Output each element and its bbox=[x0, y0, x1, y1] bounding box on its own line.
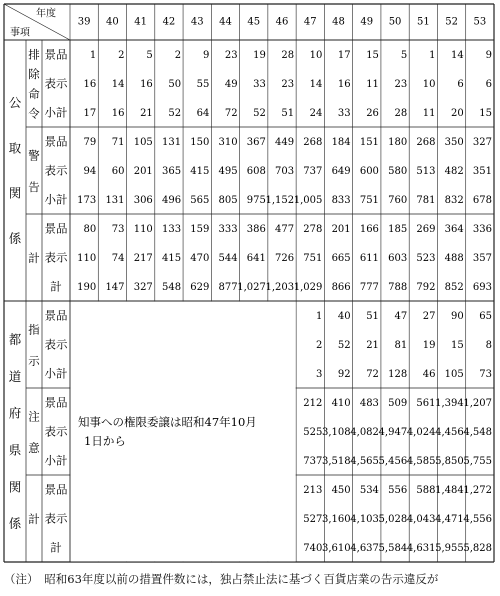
year-header: 53 bbox=[473, 16, 487, 28]
table-cell: 72 bbox=[224, 108, 238, 119]
table-cell: 527 bbox=[303, 514, 323, 525]
table-cell: 4,631 bbox=[406, 543, 436, 554]
table-cell: 852 bbox=[444, 282, 464, 293]
table-cell: 788 bbox=[388, 282, 408, 293]
table-cell: 49 bbox=[224, 79, 238, 90]
table-cell: 4,548 bbox=[463, 427, 492, 438]
table-cell: 877 bbox=[218, 282, 238, 293]
table-cell: 751 bbox=[303, 253, 323, 264]
table-cell: 1,272 bbox=[463, 485, 492, 496]
table-cell: 9 bbox=[485, 50, 492, 61]
table-cell: 50 bbox=[168, 79, 182, 90]
row-label-shoukei: 小計 bbox=[44, 105, 68, 120]
table-cell: 10 bbox=[309, 50, 323, 61]
table-cell: 4,585 bbox=[406, 456, 436, 467]
table-cell: 2 bbox=[174, 50, 182, 61]
table-cell: 28 bbox=[281, 50, 295, 61]
delegation-note-line1: 知事への権限委譲は昭和47年10月 bbox=[78, 415, 257, 429]
table-cell: 5,755 bbox=[463, 456, 492, 467]
table-cell: 534 bbox=[359, 485, 379, 496]
table-cell: 386 bbox=[246, 224, 266, 235]
table-cell: 105 bbox=[444, 369, 464, 380]
table-cell: 15 bbox=[366, 50, 379, 61]
table-cell: 6 bbox=[457, 79, 464, 90]
table-cell: 703 bbox=[275, 166, 295, 177]
table-cell: 665 bbox=[331, 253, 351, 264]
row-label-keihin: 景品 bbox=[44, 47, 68, 62]
table-cell: 5 bbox=[400, 50, 408, 61]
header-item-label: 事項 bbox=[10, 27, 30, 39]
table-cell: 72 bbox=[366, 369, 379, 380]
table-cell: 608 bbox=[246, 166, 266, 177]
table-cell: 4,456 bbox=[435, 427, 464, 438]
table-cell: 23 bbox=[224, 50, 238, 61]
table-cell: 21 bbox=[140, 108, 153, 119]
table-cell: 792 bbox=[416, 282, 436, 293]
table-cell: 213 bbox=[303, 485, 323, 496]
table-cell: 649 bbox=[331, 166, 351, 177]
row-label-hyouji: 表示 bbox=[44, 511, 68, 526]
subgroup-kei: 計 bbox=[28, 512, 40, 526]
table-cell: 548 bbox=[161, 282, 182, 293]
table-cell: 51 bbox=[281, 108, 295, 119]
table-cell: 15 bbox=[479, 108, 492, 119]
table-cell: 737 bbox=[303, 456, 323, 467]
table-cell: 561 bbox=[416, 398, 436, 409]
table-cell: 833 bbox=[331, 195, 351, 206]
table-cell: 611 bbox=[359, 253, 379, 264]
table-cell: 33 bbox=[337, 108, 351, 119]
table-cell: 6 bbox=[485, 79, 492, 90]
table-cell: 760 bbox=[388, 195, 408, 206]
table-cell: 60 bbox=[111, 166, 125, 177]
row-label-hyouji: 表示 bbox=[44, 76, 68, 91]
table-cell: 92 bbox=[337, 369, 351, 380]
table-cell: 495 bbox=[218, 166, 238, 177]
year-header: 39 bbox=[77, 16, 91, 28]
table-cell: 5 bbox=[146, 50, 153, 61]
row-label-keihin: 景品 bbox=[44, 134, 68, 149]
table-cell: 4,471 bbox=[435, 514, 464, 525]
table-cell: 110 bbox=[133, 224, 153, 235]
table-cell: 351 bbox=[472, 166, 492, 177]
row-label-shoukei: 小計 bbox=[44, 453, 68, 468]
table-cell: 268 bbox=[416, 137, 436, 148]
table-cell: 73 bbox=[479, 369, 492, 380]
table-cell: 17 bbox=[83, 108, 97, 119]
table-cell: 16 bbox=[140, 79, 153, 90]
table-cell: 580 bbox=[388, 166, 408, 177]
table-cell: 306 bbox=[133, 195, 153, 206]
year-header: 44 bbox=[219, 16, 232, 28]
footnote: （注） 昭和63年度以前の措置件数には，独占禁止法に基づく百貨店業の告示違反が bbox=[4, 572, 439, 586]
table-cell: 350 bbox=[444, 137, 464, 148]
table-cell: 81 bbox=[394, 340, 408, 351]
table-cell: 90 bbox=[450, 311, 464, 322]
delegation-note-line2: 1日から bbox=[84, 434, 126, 448]
table-cell: 365 bbox=[161, 166, 182, 177]
row-label-keihin: 景品 bbox=[44, 482, 68, 497]
table-cell: 1,029 bbox=[293, 282, 323, 293]
table-cell: 832 bbox=[444, 195, 464, 206]
table-cell: 513 bbox=[416, 166, 436, 177]
row-label-shoukei: 小計 bbox=[44, 366, 68, 381]
table-cell: 15 bbox=[450, 340, 464, 351]
table-cell: 80 bbox=[83, 224, 97, 235]
year-header: 41 bbox=[134, 16, 148, 28]
table-cell: 588 bbox=[416, 485, 436, 496]
table-cell: 415 bbox=[161, 253, 182, 264]
table-cell: 450 bbox=[331, 485, 351, 496]
subgroup-kei: 計 bbox=[28, 251, 40, 265]
table-cell: 4,103 bbox=[350, 514, 379, 525]
table-cell: 693 bbox=[472, 282, 492, 293]
table-cell: 3 bbox=[316, 369, 323, 380]
table-cell: 726 bbox=[275, 253, 295, 264]
row-label-keihin: 景品 bbox=[44, 308, 68, 323]
table-cell: 470 bbox=[190, 253, 210, 264]
table-cell: 781 bbox=[416, 195, 436, 206]
table-cell: 3,610 bbox=[322, 543, 351, 554]
table-cell: 4,947 bbox=[378, 427, 408, 438]
table-cell: 310 bbox=[218, 137, 238, 148]
row-label-kei: 計 bbox=[50, 540, 62, 555]
table-cell: 600 bbox=[359, 166, 379, 177]
row-label-kei: 計 bbox=[50, 279, 62, 294]
table-cell: 52 bbox=[337, 340, 351, 351]
year-header: 50 bbox=[388, 16, 402, 28]
year-header: 46 bbox=[275, 16, 289, 28]
table-cell: 40 bbox=[337, 311, 351, 322]
table-cell: 2 bbox=[118, 50, 125, 61]
table-cell: 327 bbox=[472, 137, 492, 148]
table-cell: 131 bbox=[161, 137, 182, 148]
table-cell: 410 bbox=[331, 398, 351, 409]
table-cell: 46 bbox=[422, 369, 436, 380]
table-cell: 805 bbox=[218, 195, 238, 206]
table-cell: 2 bbox=[316, 340, 323, 351]
table-cell: 9 bbox=[202, 50, 210, 61]
table-cell: 1 bbox=[316, 311, 323, 322]
year-header: 51 bbox=[416, 16, 430, 28]
table-cell: 278 bbox=[303, 224, 323, 235]
empty-region bbox=[71, 302, 296, 562]
table-cell: 367 bbox=[246, 137, 266, 148]
table-cell: 17 bbox=[337, 50, 351, 61]
group-label-kousei: 公取関係 bbox=[8, 95, 22, 246]
table-cell: 477 bbox=[275, 224, 295, 235]
year-header: 47 bbox=[303, 16, 317, 28]
row-label-hyouji: 表示 bbox=[44, 250, 68, 265]
table-cell: 509 bbox=[388, 398, 408, 409]
table-cell: 751 bbox=[359, 195, 379, 206]
table-cell: 603 bbox=[388, 253, 408, 264]
table-cell: 364 bbox=[444, 224, 464, 235]
table-cell: 27 bbox=[422, 311, 436, 322]
table-cell: 4,565 bbox=[350, 456, 379, 467]
table-cell: 1,207 bbox=[463, 398, 492, 409]
table-cell: 483 bbox=[359, 398, 379, 409]
table-cell: 201 bbox=[331, 224, 351, 235]
table-cell: 105 bbox=[133, 137, 153, 148]
year-header: 48 bbox=[332, 16, 345, 28]
table-cell: 73 bbox=[111, 224, 125, 235]
table-cell: 975 bbox=[246, 195, 266, 206]
row-label-keihin: 景品 bbox=[44, 395, 68, 410]
table-cell: 333 bbox=[218, 224, 238, 235]
year-header: 43 bbox=[190, 16, 204, 28]
table-cell: 19 bbox=[422, 340, 436, 351]
table-cell: 52 bbox=[253, 108, 266, 119]
table-cell: 52 bbox=[168, 108, 182, 119]
year-header: 45 bbox=[247, 16, 261, 28]
table-cell: 173 bbox=[77, 195, 97, 206]
table-cell: 482 bbox=[444, 166, 464, 177]
row-label-shoukei: 小計 bbox=[44, 192, 68, 207]
year-header: 49 bbox=[360, 16, 374, 28]
table-cell: 488 bbox=[444, 253, 464, 264]
table-cell: 415 bbox=[190, 166, 210, 177]
table-cell: 641 bbox=[246, 253, 266, 264]
table-cell: 133 bbox=[161, 224, 182, 235]
year-header: 52 bbox=[445, 16, 458, 28]
table-cell: 5,828 bbox=[463, 543, 492, 554]
table-cell: 3,160 bbox=[322, 514, 351, 525]
table-cell: 28 bbox=[394, 108, 408, 119]
year-header: 40 bbox=[106, 16, 119, 28]
row-label-hyouji: 表示 bbox=[44, 163, 68, 178]
table-cell: 1,005 bbox=[293, 195, 323, 206]
table-cell: 20 bbox=[450, 108, 464, 119]
table-cell: 79 bbox=[83, 137, 97, 148]
table-cell: 1 bbox=[429, 50, 436, 61]
table-cell: 1,484 bbox=[435, 485, 464, 496]
table-cell: 16 bbox=[83, 79, 97, 90]
table-cell: 678 bbox=[472, 195, 492, 206]
table-cell: 24 bbox=[309, 108, 323, 119]
table-cell: 14 bbox=[111, 79, 125, 90]
table-cell: 16 bbox=[337, 79, 351, 90]
table-cell: 180 bbox=[388, 137, 408, 148]
table-cell: 147 bbox=[105, 282, 125, 293]
table-cell: 23 bbox=[281, 79, 295, 90]
year-header: 42 bbox=[162, 16, 176, 28]
table-cell: 71 bbox=[111, 137, 125, 148]
table-cell: 21 bbox=[366, 340, 379, 351]
table-cell: 777 bbox=[359, 282, 379, 293]
table-cell: 5,850 bbox=[435, 456, 464, 467]
table-cell: 1 bbox=[89, 50, 97, 61]
table-cell: 64 bbox=[196, 108, 210, 119]
table-cell: 544 bbox=[218, 253, 238, 264]
table-cell: 737 bbox=[303, 166, 323, 177]
table-cell: 565 bbox=[190, 195, 210, 206]
table-cell: 14 bbox=[450, 50, 464, 61]
table-cell: 166 bbox=[359, 224, 379, 235]
table-cell: 26 bbox=[366, 108, 379, 119]
group-label-todofuken: 都道府県関係 bbox=[8, 331, 22, 532]
table-cell: 110 bbox=[77, 253, 97, 264]
table-cell: 55 bbox=[196, 79, 210, 90]
table-cell: 496 bbox=[161, 195, 182, 206]
table-cell: 212 bbox=[303, 398, 323, 409]
table-cell: 3,518 bbox=[322, 456, 351, 467]
table-cell: 866 bbox=[331, 282, 351, 293]
table-cell: 74 bbox=[111, 253, 125, 264]
table-cell: 19 bbox=[253, 50, 266, 61]
table-cell: 5,028 bbox=[378, 514, 408, 525]
table-cell: 65 bbox=[479, 311, 492, 322]
table-cell: 556 bbox=[388, 485, 408, 496]
table-cell: 5,584 bbox=[378, 543, 408, 554]
header-year-label: 年度 bbox=[36, 8, 56, 20]
table-cell: 8 bbox=[485, 340, 492, 351]
table-cell: 10 bbox=[422, 79, 436, 90]
table-cell: 5,456 bbox=[378, 456, 408, 467]
row-label-hyouji: 表示 bbox=[44, 337, 68, 352]
table-cell: 4,637 bbox=[350, 543, 379, 554]
subgroup-chuui: 注意 bbox=[28, 409, 40, 455]
table-cell: 1,394 bbox=[435, 398, 464, 409]
table-cell: 150 bbox=[190, 137, 210, 148]
table-cell: 131 bbox=[105, 195, 125, 206]
table-cell: 1,027 bbox=[237, 282, 266, 293]
table-cell: 1,203 bbox=[265, 282, 295, 293]
subgroup-shiji: 指示 bbox=[28, 322, 40, 368]
table-cell: 47 bbox=[394, 311, 408, 322]
table-cell: 357 bbox=[472, 253, 492, 264]
table-cell: 740 bbox=[303, 543, 323, 554]
table-cell: 11 bbox=[366, 79, 379, 90]
table-cell: 268 bbox=[303, 137, 323, 148]
table-cell: 449 bbox=[275, 137, 295, 148]
subgroup-haijo: 排除命令 bbox=[28, 47, 40, 121]
table-cell: 525 bbox=[303, 427, 323, 438]
table-cell: 151 bbox=[359, 137, 379, 148]
table-cell: 4,043 bbox=[406, 514, 436, 525]
table-cell: 4,024 bbox=[406, 427, 436, 438]
table-cell: 185 bbox=[388, 224, 408, 235]
table-cell: 33 bbox=[253, 79, 266, 90]
table-cell: 217 bbox=[133, 253, 153, 264]
table-cell: 14 bbox=[309, 79, 323, 90]
table-cell: 523 bbox=[416, 253, 436, 264]
table-cell: 184 bbox=[331, 137, 351, 148]
table-cell: 1,152 bbox=[265, 195, 295, 206]
table-cell: 5,955 bbox=[435, 543, 464, 554]
table-cell: 3,108 bbox=[322, 427, 351, 438]
table-cell: 159 bbox=[190, 224, 210, 235]
table-cell: 629 bbox=[190, 282, 210, 293]
table-cell: 190 bbox=[77, 282, 97, 293]
table-cell: 16 bbox=[111, 108, 125, 119]
table-cell: 94 bbox=[83, 166, 97, 177]
table-cell: 4,556 bbox=[463, 514, 492, 525]
table-cell: 269 bbox=[416, 224, 436, 235]
table-cell: 51 bbox=[366, 311, 379, 322]
table-cell: 4,082 bbox=[350, 427, 379, 438]
table-cell: 128 bbox=[388, 369, 408, 380]
row-label-hyouji: 表示 bbox=[44, 424, 68, 439]
table-cell: 11 bbox=[422, 108, 436, 119]
table-cell: 336 bbox=[472, 224, 492, 235]
subgroup-keikoku: 警告 bbox=[28, 148, 40, 194]
table-cell: 201 bbox=[133, 166, 153, 177]
row-label-keihin: 景品 bbox=[44, 221, 68, 236]
table-cell: 23 bbox=[394, 79, 408, 90]
table-cell: 327 bbox=[133, 282, 153, 293]
